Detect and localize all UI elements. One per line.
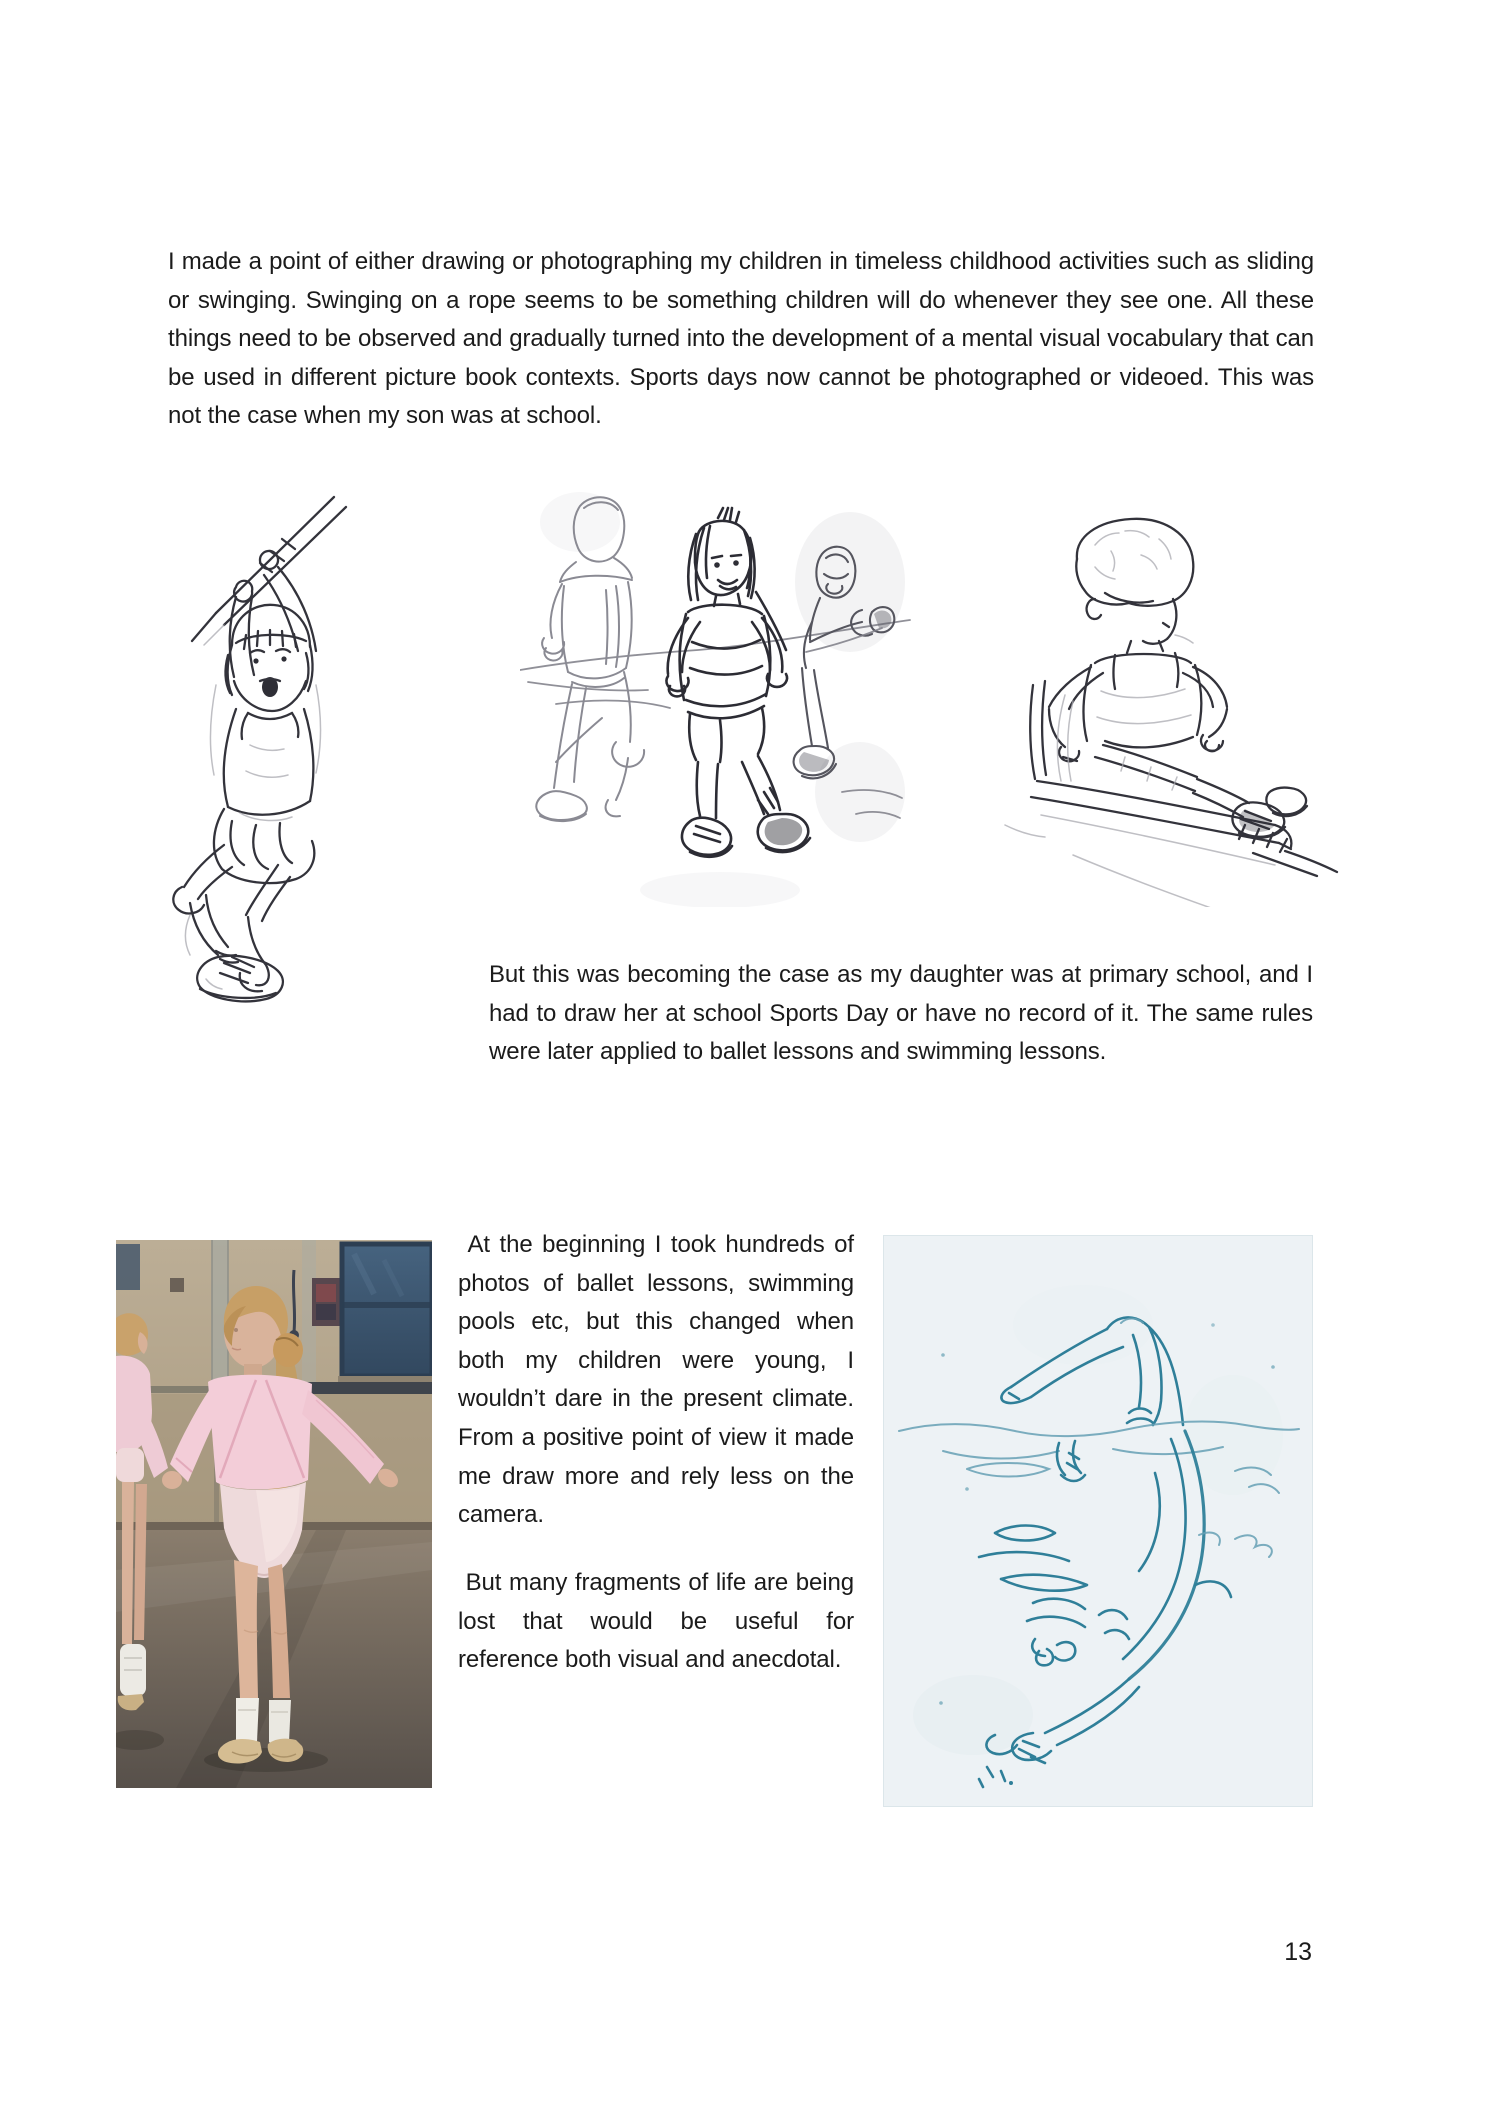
sports-day-paragraph: But this was becoming the case as my daughter was at primary school, and I had to draw her at school Sports Day or have no record of it. The same rules were later applied to ballet lessons and swimming lessons. <box>489 961 1313 1066</box>
child-swinging-sketch-image <box>120 485 442 1007</box>
page-number: 13 <box>1284 1938 1312 1966</box>
swimmer-sketch-image <box>883 1235 1313 1807</box>
ballet-photo-image <box>116 1240 432 1788</box>
boy-on-slide-sketch-image <box>945 495 1343 907</box>
sketch-boy-on-slide <box>945 495 1343 907</box>
children-running-sketch-image <box>520 462 912 907</box>
sketch-swimmer-blue-ink <box>883 1235 1313 1807</box>
ballet-lesson-photo <box>116 1240 432 1788</box>
sketch-child-swinging-on-rope <box>120 485 442 1007</box>
intro-paragraph: I made a point of either drawing or photographing my children in timeless childhood activities such as sliding or swinging. Swinging on a rope seems to be something children will do whenever they see one. All these things need to be observed and gradually turned into the development of a mental visual vocabulary that can be used in different picture book contexts. Sports days now cannot be photographed or videoed. This was not the case when my son was at school. <box>168 248 1314 430</box>
sketch-children-running-sports-day <box>520 462 912 907</box>
fragments-paragraph: But many fragments of life are being lost that would be useful for reference both visual and anecdotal. <box>458 1569 854 1674</box>
ballet-paragraph: At the beginning I took hundreds of photos of ballet lessons, swimming pools etc, but this changed when both my children were young, I wouldn’t dare in the present climate. From a positive point of view it made me draw more and rely less on the camera. <box>458 1231 854 1529</box>
